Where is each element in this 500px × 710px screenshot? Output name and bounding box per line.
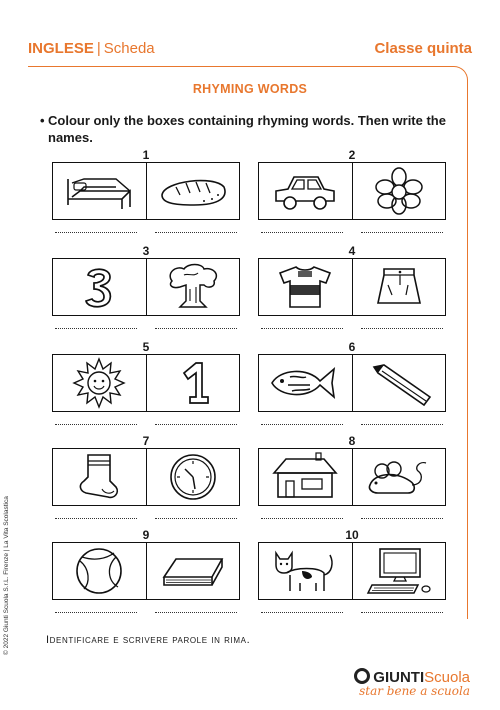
picture-box-right[interactable]	[146, 355, 240, 411]
answer-lines	[258, 324, 446, 330]
picture-box-left[interactable]	[53, 355, 146, 411]
page-title: RHYMING WORDS	[192, 82, 308, 96]
exercise-number: 5	[142, 340, 150, 354]
logo-tagline: star bene a scuola	[359, 684, 470, 698]
logo-g-icon	[354, 668, 370, 684]
answer-line-right[interactable]	[361, 514, 443, 519]
answer-line-right[interactable]	[155, 608, 237, 613]
instruction-text: Colour only the boxes containing rhyming words. Then write the names.	[48, 113, 446, 145]
answer-line-right[interactable]	[361, 608, 443, 613]
picture-box-right[interactable]	[352, 259, 446, 315]
bullet-icon: •	[40, 113, 45, 128]
subject-label: INGLESE	[28, 40, 94, 57]
answer-line-left[interactable]	[55, 324, 137, 329]
copyright-text: © 2022 Giunti Scuola S.r.L. Firenze | La Vita Scolastica	[3, 496, 10, 655]
fish-icon	[266, 357, 344, 409]
book-icon	[154, 545, 232, 597]
grade-label: Classe quinta	[374, 40, 472, 57]
mouse-icon	[360, 451, 438, 503]
clock-icon	[154, 451, 232, 503]
answer-line-right[interactable]	[155, 420, 237, 425]
answer-line-left[interactable]	[55, 228, 137, 233]
bread-icon	[154, 165, 232, 217]
car-icon	[266, 165, 344, 217]
picture-box-right[interactable]	[146, 163, 240, 219]
exercise-box	[52, 354, 240, 412]
picture-box-left[interactable]	[259, 355, 352, 411]
answer-lines	[52, 228, 240, 234]
picture-box-left[interactable]	[53, 449, 146, 505]
page-header	[28, 40, 472, 60]
answer-lines	[52, 608, 240, 614]
exercise-box	[52, 542, 240, 600]
exercise-number: 10	[345, 528, 359, 542]
answer-lines	[52, 324, 240, 330]
answer-line-left[interactable]	[261, 608, 343, 613]
exercise-box	[258, 542, 446, 600]
exercise-number: 4	[348, 244, 356, 258]
picture-box-right[interactable]	[146, 543, 240, 599]
number-three-icon	[60, 261, 138, 313]
exercise-box	[258, 162, 446, 220]
exercise-number: 7	[142, 434, 150, 448]
flower-icon	[360, 165, 438, 217]
answer-line-right[interactable]	[361, 324, 443, 329]
answer-lines	[258, 608, 446, 614]
answer-line-left[interactable]	[261, 514, 343, 519]
exercise-box	[52, 258, 240, 316]
computer-icon	[360, 545, 438, 597]
answer-lines	[258, 420, 446, 426]
answer-lines	[258, 514, 446, 520]
answer-line-left[interactable]	[55, 608, 137, 613]
exercise-number: 3	[142, 244, 150, 258]
sheet-label: Scheda	[103, 40, 155, 57]
exercise-number: 2	[348, 148, 356, 162]
answer-line-right[interactable]	[155, 228, 237, 233]
exercise-box	[52, 162, 240, 220]
sock-icon	[60, 451, 138, 503]
skirt-icon	[360, 261, 438, 313]
exercise-box	[258, 448, 446, 506]
cat-icon	[266, 545, 344, 597]
picture-box-left[interactable]	[53, 543, 146, 599]
answer-line-right[interactable]	[155, 514, 237, 519]
answer-lines	[52, 514, 240, 520]
picture-box-left[interactable]	[259, 543, 352, 599]
exercise-number: 8	[348, 434, 356, 448]
number-one-icon	[154, 357, 232, 409]
logo-brand: GIUNTI	[373, 669, 425, 686]
exercise-box	[258, 258, 446, 316]
exercise-number: 6	[348, 340, 356, 354]
picture-box-right[interactable]	[352, 449, 446, 505]
answer-line-left[interactable]	[55, 514, 137, 519]
picture-box-left[interactable]	[259, 163, 352, 219]
answer-line-right[interactable]	[361, 228, 443, 233]
header-separator: |	[96, 40, 101, 57]
picture-box-right[interactable]	[352, 543, 446, 599]
picture-box-left[interactable]	[53, 259, 146, 315]
exercise-number: 1	[142, 148, 150, 162]
house-icon	[266, 451, 344, 503]
logo-brand-suffix: Scuola	[424, 669, 470, 686]
header-left	[28, 40, 155, 57]
answer-line-left[interactable]	[261, 420, 343, 425]
answer-lines	[52, 420, 240, 426]
sun-icon	[60, 357, 138, 409]
ball-icon	[60, 545, 138, 597]
answer-lines	[258, 228, 446, 234]
tree-icon	[154, 261, 232, 313]
picture-box-right[interactable]	[146, 259, 240, 315]
pencil-icon	[360, 357, 438, 409]
bed-icon	[60, 165, 138, 217]
footer-note: Identificare e scrivere parole in rima.	[46, 634, 251, 646]
exercise-box	[52, 448, 240, 506]
instruction	[40, 112, 458, 146]
answer-line-right[interactable]	[361, 420, 443, 425]
publisher-logo	[354, 668, 470, 698]
picture-box-left[interactable]	[259, 449, 352, 505]
picture-box-left[interactable]	[53, 163, 146, 219]
picture-box-right[interactable]	[352, 163, 446, 219]
answer-line-right[interactable]	[155, 324, 237, 329]
t-shirt-icon	[266, 261, 344, 313]
picture-box-right[interactable]	[146, 449, 240, 505]
exercise-number: 9	[142, 528, 150, 542]
exercise-box	[258, 354, 446, 412]
answer-line-left[interactable]	[261, 228, 343, 233]
picture-box-left[interactable]	[259, 259, 352, 315]
answer-line-left[interactable]	[55, 420, 137, 425]
picture-box-right[interactable]	[352, 355, 446, 411]
answer-line-left[interactable]	[261, 324, 343, 329]
